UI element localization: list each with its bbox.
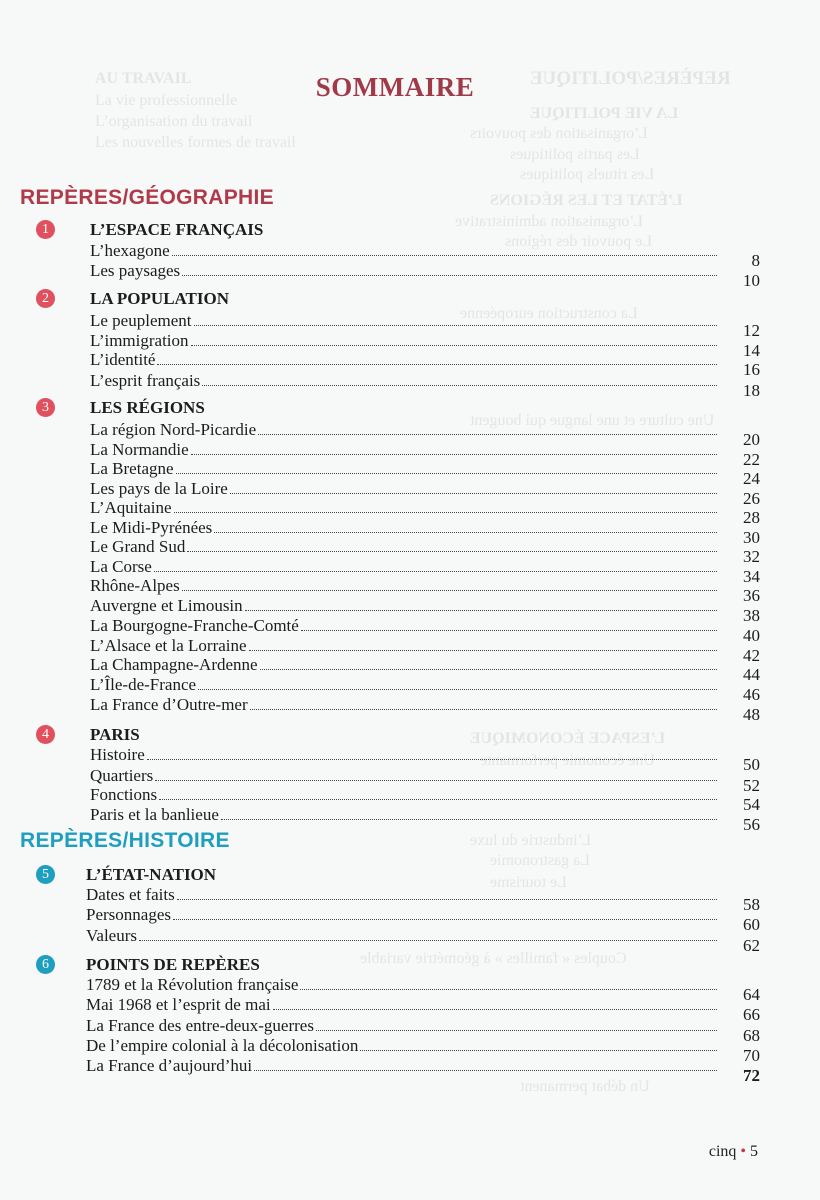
toc-entry-label: L’identité — [90, 350, 156, 369]
toc-entry[interactable] — [90, 805, 720, 824]
toc-page-number: 12 — [743, 321, 760, 340]
toc-entry-label: Le peuplement — [90, 311, 192, 330]
toc-entry[interactable] — [90, 745, 720, 764]
toc-entry-label: La région Nord-Picardie — [90, 420, 257, 439]
dot-leader — [191, 345, 717, 346]
toc-page-number: 20 — [743, 430, 760, 449]
dot-leader — [301, 630, 717, 631]
toc-entry-label: Histoire — [90, 745, 145, 764]
toc-entry-label: L’hexagone — [90, 241, 170, 260]
chapter-number-badge: 4 — [36, 725, 55, 744]
page-number: 5 — [750, 1143, 758, 1160]
toc-entry-label: 1789 et la Révolution française — [86, 975, 299, 994]
toc-entry[interactable] — [90, 459, 720, 478]
toc-page-number: 8 — [751, 251, 760, 270]
toc-page-number: 18 — [743, 381, 760, 400]
dot-leader — [174, 512, 717, 513]
toc-page-number: 56 — [743, 815, 760, 834]
toc-entry-label: Fonctions — [90, 785, 158, 804]
toc-entry-label: La France d’Outre-mer — [90, 695, 248, 714]
chapter-title[interactable]: PARIS — [90, 725, 140, 744]
dot-leader — [258, 434, 717, 435]
toc-page-number: 72 — [743, 1066, 760, 1085]
dot-leader — [254, 1070, 717, 1071]
toc-entry[interactable] — [90, 695, 720, 714]
toc-entry[interactable] — [90, 350, 720, 369]
toc-page-number: 68 — [743, 1026, 760, 1045]
dot-leader — [139, 940, 717, 941]
toc-entry-label: Le Midi-Pyrénées — [90, 518, 213, 537]
toc-entry-label: Quartiers — [90, 766, 154, 785]
toc-entry-label: Personnages — [86, 905, 171, 924]
toc-entry[interactable] — [90, 331, 720, 350]
bleed-through-background: AU TRAVAIL La vie professionnelle L’organisation du travail Les nouvelles formes de travail REPÈRES/POLITIQUE LA VIE POLITIQUE L’organisation des pouvoirs Les partis politiques Les rituels politiques L’ÉTAT ET LES RÉGIONS L’organisation administrative Le pouvoir des régions La construction européenne Une culture et une langue qui bougent L’ESPACE ÉCONOMIQUE Une économie performante L’industrie du luxe La gastronomie Le tourisme Couples « familles » à géométrie variable Un débat permanent — [95, 68, 731, 1095]
dot-leader — [230, 493, 717, 494]
toc-entry[interactable] — [90, 576, 720, 595]
toc-entry-label: La Corse — [90, 557, 152, 576]
toc-page-number: 32 — [743, 547, 760, 566]
toc-page-number: 52 — [743, 776, 760, 795]
dot-leader — [182, 275, 717, 276]
toc-entry[interactable] — [90, 766, 720, 785]
dot-leader — [360, 1050, 717, 1051]
toc-entry[interactable] — [86, 905, 720, 924]
page-word: cinq — [708, 1143, 737, 1160]
toc-entry[interactable] — [90, 371, 720, 390]
chapter-title[interactable]: POINTS DE REPÈRES — [86, 955, 260, 974]
dot-leader — [245, 610, 717, 611]
toc-page-number: 46 — [743, 685, 760, 704]
dot-leader — [159, 799, 717, 800]
toc-entry[interactable] — [86, 975, 720, 994]
toc-entry[interactable] — [90, 557, 720, 576]
toc-page-number: 44 — [743, 665, 760, 684]
toc-entry[interactable] — [86, 995, 720, 1014]
toc-page-number: 40 — [743, 626, 760, 645]
toc-entry[interactable] — [86, 1036, 720, 1055]
toc-entry-label: L’esprit français — [90, 371, 201, 390]
toc-entry-label: Le Grand Sud — [90, 537, 186, 556]
toc-page-number: 42 — [743, 646, 760, 665]
toc-page-number: 30 — [743, 528, 760, 547]
toc-entry-label: La Normandie — [90, 440, 189, 459]
toc-entry-label: L’Aquitaine — [90, 498, 172, 517]
chapter-number-badge: 5 — [36, 865, 55, 884]
dot-leader — [249, 650, 717, 651]
dot-leader — [187, 551, 717, 552]
toc-page-number: 14 — [743, 341, 760, 360]
dot-leader — [157, 364, 717, 365]
toc-entry[interactable] — [90, 440, 720, 459]
dot-leader — [273, 1009, 717, 1010]
toc-page-number: 60 — [743, 915, 760, 934]
toc-page-number: 58 — [743, 895, 760, 914]
toc-entry[interactable] — [86, 1016, 720, 1035]
dot-leader — [198, 689, 717, 690]
toc-entry-label: L’Alsace et la Lorraine — [90, 636, 247, 655]
toc-entry[interactable] — [90, 479, 720, 498]
dot-leader — [147, 759, 717, 760]
toc-page-number: 66 — [743, 1005, 760, 1024]
toc-entry-label: La France des entre-deux-guerres — [86, 1016, 314, 1035]
toc-entry[interactable] — [90, 537, 720, 556]
toc-page-number: 24 — [743, 469, 760, 488]
toc-entry-label: La Bretagne — [90, 459, 174, 478]
toc-entry[interactable] — [90, 636, 720, 655]
toc-page-number: 48 — [743, 705, 760, 724]
toc-page-number: 38 — [743, 606, 760, 625]
toc-page-number: 16 — [743, 360, 760, 379]
dot-leader — [202, 385, 717, 386]
chapter-number-badge: 1 — [36, 220, 55, 239]
page-title: SOMMAIRE — [315, 72, 475, 102]
toc-entry-label: Les pays de la Loire — [90, 479, 228, 498]
section-heading: REPÈRES/GÉOGRAPHIE — [20, 186, 274, 209]
toc-entry[interactable] — [90, 498, 720, 517]
toc-entry[interactable] — [90, 596, 720, 615]
dot-leader — [221, 819, 717, 820]
chapter-title[interactable]: L’ESPACE FRANÇAIS — [90, 220, 264, 239]
toc-entry[interactable] — [90, 655, 720, 674]
toc-entry-label: Mai 1968 et l’esprit de mai — [86, 995, 271, 1014]
dot-leader — [260, 669, 717, 670]
chapter-title[interactable]: LA POPULATION — [90, 289, 230, 308]
dot-leader — [154, 571, 717, 572]
toc-entry-label: Les paysages — [90, 261, 181, 280]
dot-leader — [316, 1030, 717, 1031]
toc-entry-label: La Champagne-Ardenne — [90, 655, 258, 674]
dot-leader — [182, 590, 717, 591]
dot-leader — [173, 919, 717, 920]
toc-entry[interactable] — [86, 926, 720, 945]
toc-entry-label: Auvergne et Limousin — [90, 596, 243, 615]
dot-leader — [176, 473, 717, 474]
dot-leader — [194, 325, 718, 326]
toc-entry[interactable] — [86, 885, 720, 904]
toc-page-number: 10 — [743, 271, 760, 290]
toc-page-number: 22 — [743, 450, 760, 469]
toc-entry[interactable] — [90, 311, 720, 330]
toc-page-number: 64 — [743, 985, 760, 1004]
page-footer — [709, 1143, 758, 1161]
toc-entry[interactable] — [86, 1056, 720, 1075]
section-heading: REPÈRES/HISTOIRE — [20, 829, 230, 852]
dot-leader — [172, 255, 717, 256]
toc-entry-label: Paris et la banlieue — [90, 805, 219, 824]
toc-entry-label: La France d’aujourd’hui — [86, 1056, 253, 1075]
toc-entry-label: Rhône-Alpes — [90, 576, 180, 595]
dot-leader — [300, 989, 717, 990]
toc-page-number: 26 — [743, 489, 760, 508]
chapter-title[interactable]: L’ÉTAT-NATION — [86, 865, 217, 884]
toc-entry-label: Valeurs — [86, 926, 137, 945]
toc-entry-label: L’immigration — [90, 331, 189, 350]
bullet-icon: • — [740, 1143, 746, 1160]
dot-leader — [191, 454, 717, 455]
dot-leader — [250, 709, 717, 710]
dot-leader — [214, 532, 717, 533]
toc-entry[interactable] — [90, 518, 720, 537]
toc-page-number: 34 — [743, 567, 760, 586]
toc-entry-label: De l’empire colonial à la décolonisation — [86, 1036, 359, 1055]
toc-entry[interactable] — [90, 261, 720, 280]
dot-leader — [155, 780, 717, 781]
toc-page-number: 70 — [743, 1046, 760, 1065]
dot-leader — [177, 899, 717, 900]
toc-page-number: 62 — [743, 936, 760, 955]
toc-page-number: 36 — [743, 586, 760, 605]
chapter-number-badge: 3 — [36, 398, 55, 417]
toc-entry-label: Dates et faits — [86, 885, 175, 904]
toc-entry-label: L’Île-de-France — [90, 675, 197, 694]
chapter-number-badge: 2 — [36, 289, 55, 308]
toc-entry[interactable] — [90, 785, 720, 804]
toc-entry[interactable] — [90, 420, 720, 439]
toc-entry[interactable] — [90, 241, 720, 260]
chapter-title[interactable]: LES RÉGIONS — [90, 398, 205, 417]
toc-page-number: 50 — [743, 755, 760, 774]
chapter-number-badge: 6 — [36, 955, 55, 974]
toc-entry-label: La Bourgogne-Franche-Comté — [90, 616, 299, 635]
toc-entry[interactable] — [90, 675, 720, 694]
toc-page-number: 54 — [743, 795, 760, 814]
toc-page-number: 28 — [743, 508, 760, 527]
toc-entry[interactable] — [90, 616, 720, 635]
